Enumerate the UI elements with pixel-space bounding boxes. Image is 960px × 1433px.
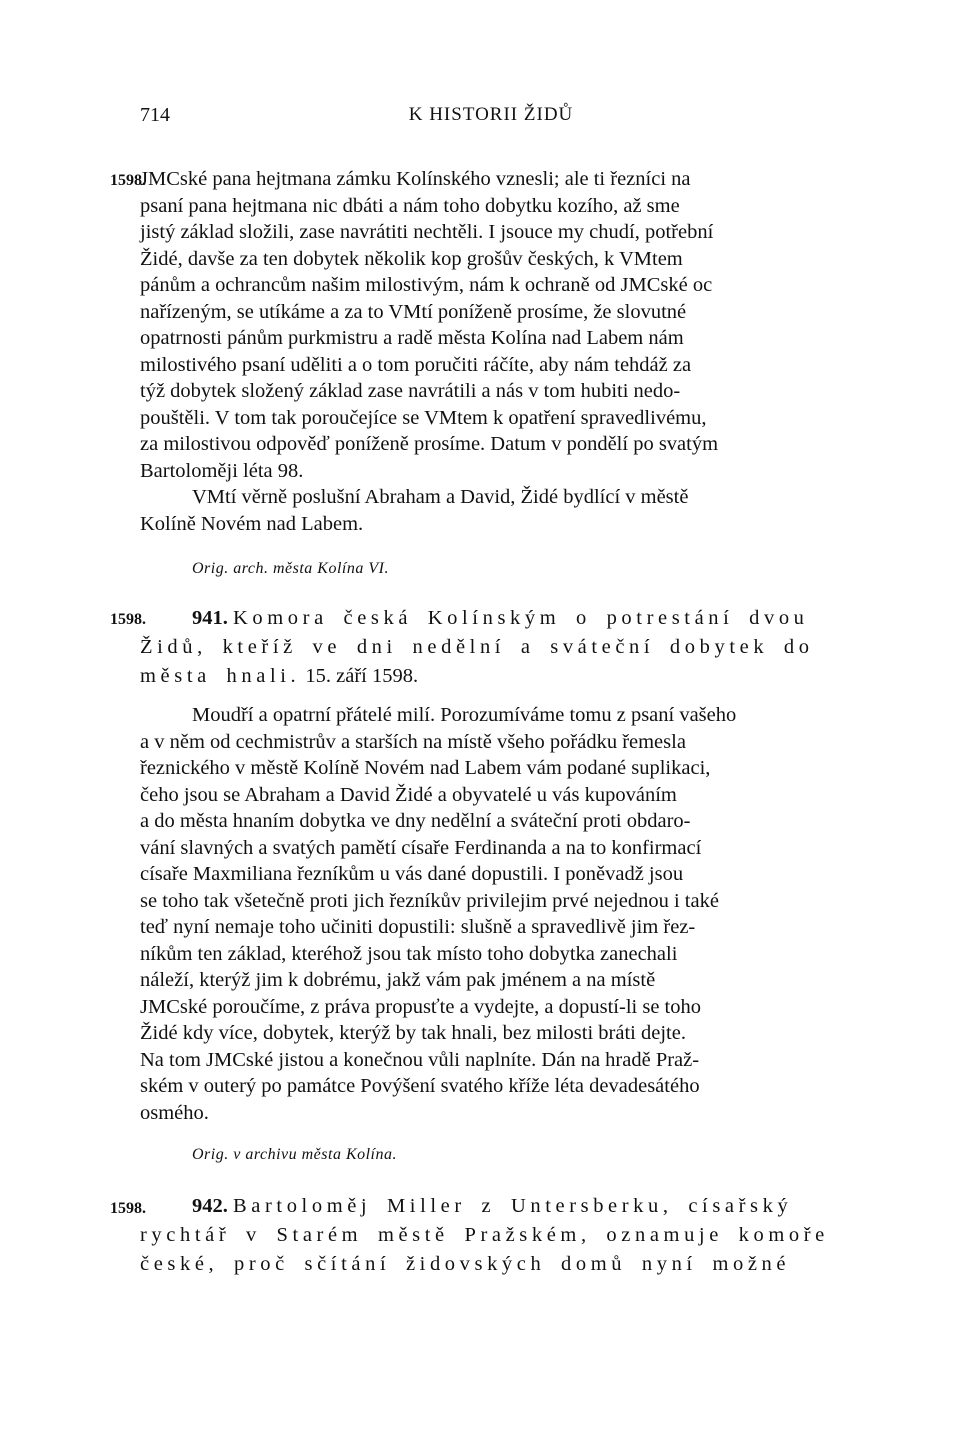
document-heading <box>140 604 842 691</box>
margin-year: 1598. <box>110 1200 146 1217</box>
text-line: řeznického v městě Kolíně Novém nad Labem vám podané suplikaci, <box>140 757 711 779</box>
heading-date: 15. září 1598. <box>305 665 419 687</box>
text-line: opatrnosti pánům purkmistru a radě města Kolína nad Labem nám <box>140 327 684 349</box>
document-number: 941. <box>192 607 228 629</box>
text-line: Moudří a opatrní přátelé milí. Porozumíváme tomu z psaní vašeho <box>192 704 737 726</box>
text-line: týž dobytek složený základ zase navrátili a nás v tom hubiti nedo- <box>140 380 681 402</box>
text-line: za milostivou odpověď poníženě prosíme. Datum v pondělí po svatým <box>140 433 719 455</box>
heading-line: Komora česká Kolínským o potrestání dvou <box>233 607 809 629</box>
text-line: Židé, davše za ten dobytek několik kop grošův českých, k VMtem <box>140 247 683 270</box>
text-line: ském v outerý po památce Povýšení svatého kříže léta devadesátého <box>140 1075 700 1097</box>
text-line: osmého. <box>140 1101 209 1124</box>
text-line: JMCské poroučíme, z práva propusťte a vydejte, a dopustí-li se toho <box>140 995 701 1018</box>
margin-year: 1598. <box>110 172 146 189</box>
text-line: nařízeným, se utíkáme a za to VMtí poníženě prosíme, že slovutné <box>140 300 687 323</box>
text-line: čeho jsou se Abraham a David Židé a obyvatelé u vás kupováním <box>140 783 677 806</box>
text-line: se toho tak všetečně proti jich řezníkův privilejim prvé nejednou i také <box>140 889 719 912</box>
text-line: pouštěli. V tom tak poroučejíce se VMtem k opatření spravedlivému, <box>140 406 707 429</box>
text-line: Bartoloměji léta 98. <box>140 459 304 482</box>
heading-line: Židů, kteříž ve dni nedělní a sváteční dobytek do <box>140 636 814 658</box>
text-line: náleží, kterýž jim k dobrému, jakž vám pak jménem a na místě <box>140 969 656 991</box>
page-header <box>140 104 842 134</box>
text-line: císaře Maxmiliana řezníkům u vás dané dopustili. I poněvadž jsou <box>140 863 684 885</box>
text-line: a v něm od cechmistrův a starších na místě všeho pořádku řemesla <box>140 730 686 753</box>
heading-line: Bartoloměj Miller z Untersberku, císařský <box>233 1195 793 1217</box>
text-line: teď nyní nemaje toho učiniti dopustili: slušně a spravedlivě jim řez- <box>140 916 696 938</box>
text-line: vání slavných a svatých pamětí císaře Ferdinanda a na to konfirmací <box>140 836 702 859</box>
margin-year: 1598. <box>110 611 146 628</box>
page-number: 714 <box>140 104 170 126</box>
letter-body <box>140 702 842 1126</box>
document-number: 942. <box>192 1195 228 1217</box>
text-line: pánům a ochrancům našim milostivým, nám k ochraně od JMCské oc <box>140 274 713 296</box>
text-line: Na tom JMCské jistou a konečnou vůli naplníte. Dán na hradě Praž- <box>140 1048 700 1071</box>
signature-line: VMtí věrně poslušní Abraham a David, Židé bydlící v městě <box>192 486 689 508</box>
letter-continuation <box>140 166 842 537</box>
text-line: a do města hnaním dobytka ve dny nedělní a sváteční proti obdaro- <box>140 810 691 832</box>
text-line: milostivého psaní uděliti a o tom poručiti ráčíte, aby nám tehdáž za <box>140 353 692 376</box>
heading-line: rychtář v Starém městě Pražském, oznamuje komoře <box>140 1224 829 1246</box>
source-note: Orig. arch. města Kolína VI. <box>192 560 389 577</box>
text-line: Židé kdy více, dobytek, kterýž by tak hnali, bez milosti bráti dejte. <box>140 1022 686 1044</box>
running-title: K HISTORII ŽIDŮ <box>408 104 574 125</box>
document-heading <box>140 1192 842 1279</box>
heading-line: města hnali. <box>140 665 301 687</box>
source-note: Orig. v archivu města Kolína. <box>192 1146 397 1163</box>
signature-line: Kolíně Novém nad Labem. <box>140 512 364 535</box>
text-line: jistý základ složili, zase navrátiti nechtěli. I jsouce my chudí, potřební <box>140 221 714 243</box>
text-line: níkům ten základ, kteréhož jsou tak místo toho dobytka zanechali <box>140 942 678 965</box>
text-line: JMCské pana hejtmana zámku Kolínského vznesli; ale ti řezníci na <box>140 168 691 190</box>
heading-line: české, proč sčítání židovských domů nyní možné <box>140 1253 791 1275</box>
text-line: psaní pana hejtmana nic dbáti a nám toho dobytku kozího, až sme <box>140 194 680 217</box>
